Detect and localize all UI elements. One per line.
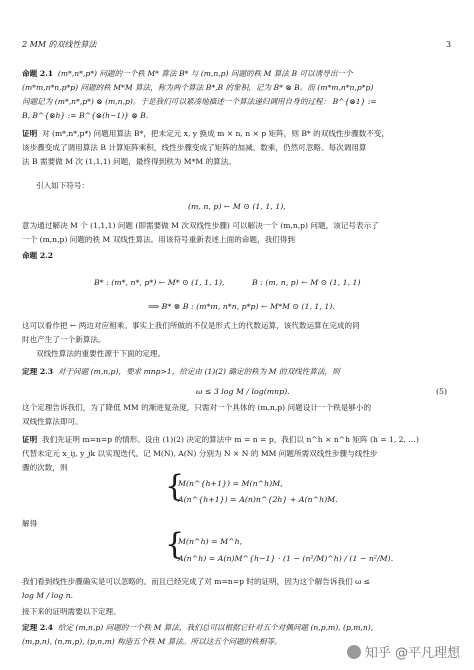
- recurrence-m: M(n^{h+1}) = M(n^h)M,: [178, 479, 283, 488]
- equation-number: (5): [436, 387, 448, 396]
- proposition-2-2-label: 命题 2.2: [22, 251, 54, 260]
- proposition-2-1-line-2: (m*m,n*n,p*p) 问题的秩 M*M 算法，称为两个算法 B*,B 的象积，记为 B* ⊗ B。而 (m*m,n*n,p*p): [22, 83, 374, 92]
- solution-m: M(n^h) = M^h,: [178, 537, 243, 546]
- recurrence-a: A(n^{h+1}) = A(n)n^{2h} + A(n^h)M.: [178, 495, 338, 504]
- notation-equation: (m, n, p) ← M ⊙ (1, 1, 1),: [188, 202, 286, 211]
- left-brace: {: [165, 469, 185, 504]
- proposition-2-1-label: 命题 2.1: [22, 69, 54, 78]
- proof-2-label: 证明: [22, 435, 38, 444]
- proposition-2-2-equation-right: B : (m, n, p) ← M ⊙ (1, 1, 1): [252, 278, 361, 287]
- proposition-2-1-line-3: 问题记为 (m*,n*,p*) ⊗ (m,n,p)。于是我们可以紧凑地描述一个算法递归调用自身的过程： B^{⊗1} :=: [22, 97, 377, 106]
- notation-line-2: 一个 (m,n,p) 问题的秩 M 双线性算法。用该符号重新表述上面的命题，我们得到: [22, 235, 295, 244]
- solve-label: 解得: [22, 519, 38, 528]
- proof-2-line-1: 证明 我们先证明 m=n=p 的情形。设由 (1)(2) 决定的算法中 m = n = p，我们以 n^h × n^h 矩阵 (h = 1, 2, …): [22, 435, 419, 444]
- theorem-2-3-label: 定理 2.3: [22, 367, 54, 376]
- proof-1-label: 证明: [22, 129, 38, 138]
- proof-1-line-2: 该步骤变成了调用算法 B 计算矩阵乘积，线性步骤变成了矩阵的加减、数乘，仍然可忽略。每次调用算: [22, 143, 367, 152]
- proof-1-line-1: 证明 对 (m*,n*,p*) 问题用算法 B*，把未定元 x, y 换成 m × n, n × p 矩阵，则 B* 的双线性步骤数不变，: [22, 129, 390, 138]
- notation-line-1: 意为通过解决 M 个 (1,1,1) 问题 (即需要做 M 次双线性步骤) 可以解决一个 (m,n,p) 问题，该记号表示了: [22, 221, 379, 230]
- theorem-2-4-line-2: (m,p,n), (n,m,p), (p,n,m) 构造五个秩 M 算法。所以这五个问题的秩相等。: [22, 637, 282, 646]
- proposition-2-1-line-4: B, B^{⊗h} := B^{⊗(h−1)} ⊗ B.: [22, 111, 149, 120]
- paragraph-2-line-1: 这可以看作把 ← 两边对应相乘。事实上我们所做的不仅是形式上的代数运算，该代数运算在完成的同: [22, 321, 360, 330]
- paragraph-2-line-3: 双线性算法的重要性源于下面的定理。: [36, 349, 166, 358]
- proof-2-line-3: 骤的次数，则: [22, 463, 68, 472]
- proposition-2-2-implication: ⟹ B* ⊗ B : (m*m, n*n, p*p) ← M*M ⊙ (1, 1, 1).: [148, 302, 335, 311]
- proof-1-line-3: 法 B 需要做 M 次 (1,1,1) 问题，最终得到秩为 M*M 的算法。: [22, 157, 236, 166]
- proposition-2-2-equation-left: B* : (m*, n*, p*) ← M* ⊙ (1, 1, 1),: [94, 278, 225, 287]
- paragraph-2-line-2: 时也产生了一个新算法。: [22, 335, 106, 344]
- running-header: 2 MM 的双线性算法: [22, 40, 97, 49]
- theorem-2-4-label: 定理 2.4: [22, 623, 54, 632]
- solution-a: A(n^h) = A(n)M^{h−1} · (1 − (n²/M)^h) / (1 − n²/M).: [178, 554, 394, 563]
- notation-intro: 引入如下符号：: [36, 181, 90, 190]
- left-brace: {: [165, 527, 185, 562]
- proof-2-conclusion-1: 我们看到线性步骤确实是可以忽略的。而且已经完成了对 m=n=p 时的证明，因为这个解告诉我们 ω ≤: [22, 577, 371, 586]
- theorem-2-3-comment-1: 这个定理告诉我们，为了降低 MM 的渐进复杂度，只需对一个具体的 (m,n,p) 问题设计一个秩是够小的: [22, 403, 372, 412]
- watermark-logo-icon: [347, 645, 361, 659]
- proof-2-conclusion-2: log M / log n.: [22, 591, 74, 600]
- theorem-2-3-equation: ω ≤ 3 log M / log(mnp).: [196, 387, 290, 396]
- proof-2-line-2: 代替未定元 x_ij, y_jk 以实现迭代。记 M(N), A(N) 分别为 N × N 的 MM 问题所需双线性步骤与线性步: [22, 449, 378, 458]
- theorem-2-4-line-1: 定理 2.4 给定 (m,n,p) 问题的一个秩 M 算法，我们总可以根据它针对五个对偶问题 (n,p,m), (p,m,n),: [22, 623, 374, 632]
- page-number: 3: [446, 40, 452, 49]
- watermark: 知乎 @平凡理想: [347, 642, 460, 661]
- next-proof-note: 接下来的证明需要以下定理。: [22, 607, 121, 616]
- theorem-2-3-comment-2: 双线性算法即可。: [22, 417, 83, 426]
- proposition-2-1-line-1: 命题 2.1 (m*,n*,p*) 问题的一个秩 M* 算法 B* 与 (m,n,p) 问题的秩 M 算法 B 可以诱导出一个: [22, 69, 353, 78]
- theorem-2-3-line-1: 定理 2.3 对于问题 (m,n,p)，要求 mnp>1，给定由 (1)(2) 确定的秩为 M 的双线性算法，则: [22, 367, 340, 376]
